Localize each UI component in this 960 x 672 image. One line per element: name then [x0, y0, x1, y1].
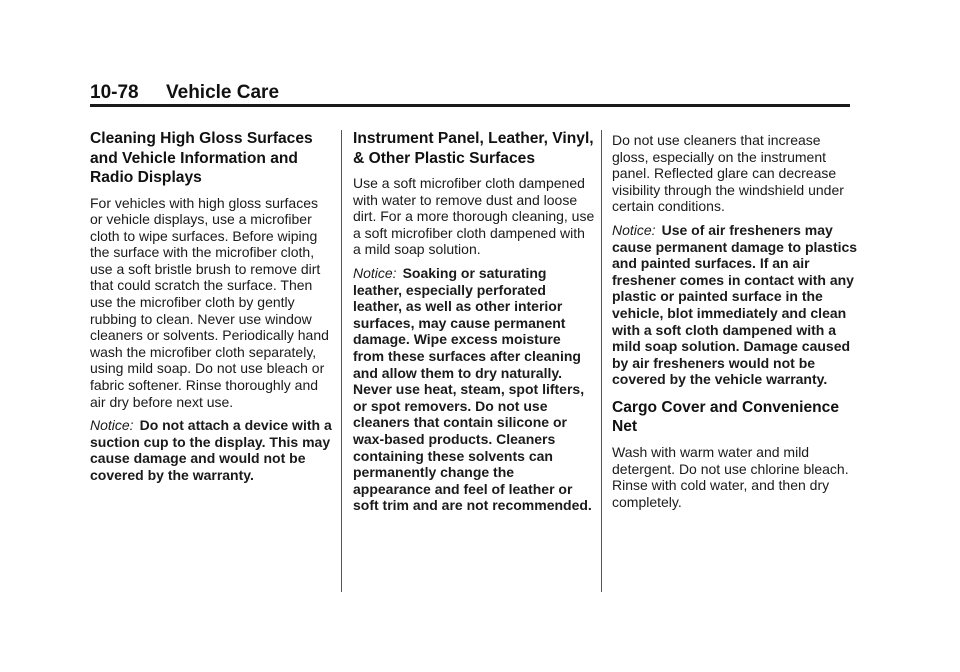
header-rule: [90, 104, 850, 107]
column-divider-1: [341, 130, 342, 592]
column-3: [612, 132, 860, 517]
notice-label: Notice:: [90, 417, 134, 434]
notice-text: Soaking or saturating leather, especially perforated leather, as well as other interior surfaces, may cause permanent damage. Wipe excess moisture from these surfaces after cleaning and allow them to dry naturally. Never use heat, steam, spot lifters, or spot removers. Do not use cleaners that contain silicone or wax-based products. Cleaners containing these solvents can permanently change the appearance and feel of leather or soft trim and are not recommended.: [353, 264, 592, 514]
notice-text: Use of air fresheners may cause permanent damage to plastics and painted surfaces. If an air freshener comes in contact with any plastic or painted surface in the vehicle, blot immediately and clean with a soft cloth dampened with a mild soap solution. Damage caused by air fresheners would not be covered by the vehicle warranty.: [612, 221, 858, 388]
column-2: [353, 129, 595, 521]
page-number: 10-78: [90, 82, 139, 103]
notice-label: Notice:: [612, 221, 656, 238]
gloss-cleaners-paragraph: Do not use cleaners that increase gloss, especially on the instrument panel. Reflected glare can decrease visibility through the windshield under certain conditions.: [612, 132, 844, 215]
section-heading-cargo-cover: Cargo Cover and Convenience Net: [612, 398, 840, 436]
notice-text: Do not attach a device with a suction cup to the display. This may cause damage and would not be covered by the warranty.: [90, 417, 332, 483]
section-heading-high-gloss: Cleaning High Gloss Surfaces and Vehicle Information and Radio Displays: [90, 130, 313, 186]
air-freshener-notice: [612, 222, 860, 388]
instrument-panel-notice: [353, 265, 595, 514]
cargo-cover-paragraph: Wash with warm water and mild detergent. Do not use chlorine bleach. Rinse with cold water, and then dry completely.: [612, 443, 849, 510]
column-1: [90, 129, 332, 491]
high-gloss-notice: [90, 417, 332, 483]
section-heading-instrument-panel: Instrument Panel, Leather, Vinyl, & Other Plastic Surfaces: [353, 130, 594, 167]
high-gloss-paragraph: For vehicles with high gloss surfaces or vehicle displays, use a microfiber cloth to wipe surfaces. Before wiping the surface with the microfiber cloth, use a soft bristle brush to remove dirt that could scratch the surface. Then use the microfiber cloth by gently rubbing to clean. Never use window cleaners or solvents. Periodically hand wash the microfiber cloth separately, using mild soap. Do not use bleach or fabric softener. Rinse thoroughly and air dry before next use.: [90, 194, 329, 410]
column-divider-2: [601, 130, 602, 592]
page-header: [90, 82, 279, 104]
instrument-panel-paragraph: Use a soft microfiber cloth dampened with water to remove dust and loose dirt. For a more thorough cleaning, use a soft microfiber cloth dampened with a mild soap solution.: [353, 175, 595, 258]
section-title: Vehicle Care: [166, 82, 280, 103]
notice-label: Notice:: [353, 264, 397, 281]
